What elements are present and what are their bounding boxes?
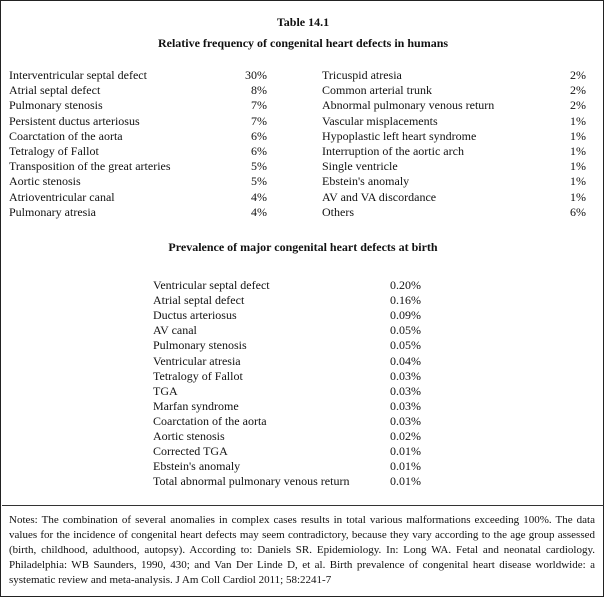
frequency-row-left-value: 6%: [251, 129, 267, 143]
prevalence-row-value: 0.03%: [390, 369, 421, 383]
frequency-row-left-name: Transposition of the great arteries: [9, 159, 171, 173]
frequency-row-left-name: Coarctation of the aorta: [9, 129, 123, 143]
frequency-row-right-name: Interruption of the aortic arch: [322, 144, 464, 158]
prevalence-row-value: 0.20%: [390, 278, 421, 292]
frequency-row-right-value: 1%: [570, 190, 586, 204]
prevalence-row-value: 0.09%: [390, 308, 421, 322]
prevalence-row-value: 0.01%: [390, 459, 421, 473]
prevalence-row-value: 0.02%: [390, 429, 421, 443]
frequency-row-right-value: 2%: [570, 68, 586, 82]
frequency-row-right-name: Single ventricle: [322, 159, 398, 173]
prevalence-row-value: 0.03%: [390, 399, 421, 413]
prevalence-row-value: 0.01%: [390, 474, 421, 488]
frequency-row-left-value: 7%: [251, 98, 267, 112]
frequency-row-right-value: 1%: [570, 159, 586, 173]
frequency-row-right-value: 1%: [570, 144, 586, 158]
frequency-row-left-value: 5%: [251, 174, 267, 188]
frequency-row-left-value: 4%: [251, 205, 267, 219]
table-number: Table 14.1: [276, 15, 330, 29]
prevalence-row-value: 0.05%: [390, 338, 421, 352]
table-title: Relative frequency of congenital heart defects in humans: [157, 36, 449, 50]
frequency-row-left-name: Tetralogy of Fallot: [9, 144, 99, 158]
frequency-row-left-name: Persistent ductus arteriosus: [9, 114, 140, 128]
frequency-row-right-value: 2%: [570, 83, 586, 97]
prevalence-row-name: Total abnormal pulmonary venous return: [153, 474, 350, 488]
frequency-row-right-name: Hypoplastic left heart syndrome: [322, 129, 477, 143]
prevalence-row-value: 0.03%: [390, 384, 421, 398]
prevalence-row-name: TGA: [153, 384, 178, 398]
frequency-row-left-name: Aortic stenosis: [9, 174, 81, 188]
prevalence-row-name: Coarctation of the aorta: [153, 414, 267, 428]
frequency-row-left-value: 8%: [251, 83, 267, 97]
frequency-row-right-name: AV and VA discordance: [322, 190, 437, 204]
notes-text: Notes: The combination of several anomalies in complex cases results in total various malformations exceeding 100%. The data values for the incidence of congenital heart defects may seem contradictory, because they vary according to the age group assessed (birth, childhood, adulthood, autopsy). According to: Daniels SR. Epidemiology. In: Long WA. Fetal and neonatal cardiology. Philadelphia: WB Saunders, 1990, 430; and Van Der Linde D, et al. Birth prevalence of congenital heart disease worldwide: a systematic review and meta-analysis. J Am Coll Cardiol 2011; 58:2241-7: [9, 514, 595, 586]
prevalence-row-name: Aortic stenosis: [153, 429, 225, 443]
prevalence-row-name: AV canal: [153, 323, 197, 337]
prevalence-row-name: Tetralogy of Fallot: [153, 369, 243, 383]
prevalence-row-name: Marfan syndrome: [153, 399, 239, 413]
frequency-row-left-name: Atrioventricular canal: [9, 190, 115, 204]
frequency-row-right-name: Tricuspid atresia: [322, 68, 402, 82]
frequency-row-left-name: Atrial septal defect: [9, 83, 101, 97]
prevalence-row-name: Ebstein's anomaly: [153, 459, 241, 473]
prevalence-row-name: Ventricular septal defect: [153, 278, 270, 292]
frequency-row-right-value: 2%: [570, 98, 586, 112]
frequency-row-right-name: Common arterial trunk: [322, 83, 432, 97]
prevalence-row-value: 0.04%: [390, 354, 421, 368]
frequency-row-right-value: 1%: [570, 129, 586, 143]
prevalence-row-value: 0.16%: [390, 293, 421, 307]
frequency-row-right-name: Others: [322, 205, 354, 219]
frequency-row-left-value: 4%: [251, 190, 267, 204]
frequency-row-right-name: Ebstein's anomaly: [322, 174, 410, 188]
prevalence-row-name: Pulmonary stenosis: [153, 338, 247, 352]
prevalence-title: Prevalence of major congenital heart defects at birth: [168, 240, 438, 254]
frequency-row-left-value: 5%: [251, 159, 267, 173]
frequency-row-left-name: Pulmonary stenosis: [9, 98, 103, 112]
frequency-row-left-value: 6%: [251, 144, 267, 158]
prevalence-row-name: Ductus arteriosus: [153, 308, 237, 322]
prevalence-row-name: Atrial septal defect: [153, 293, 245, 307]
frequency-row-right-name: Abnormal pulmonary venous return: [322, 98, 495, 112]
frequency-row-right-value: 1%: [570, 114, 586, 128]
prevalence-row-name: Corrected TGA: [153, 444, 228, 458]
frequency-row-left-value: 30%: [245, 68, 267, 82]
frequency-row-left-name: Interventricular septal defect: [9, 68, 147, 82]
frequency-row-left-name: Pulmonary atresia: [9, 205, 96, 219]
prevalence-row-name: Ventricular atresia: [153, 354, 241, 368]
prevalence-row-value: 0.05%: [390, 323, 421, 337]
notes-divider: [2, 505, 604, 506]
frequency-row-right-name: Vascular misplacements: [322, 114, 438, 128]
frequency-row-right-value: 6%: [570, 205, 586, 219]
frequency-row-left-value: 7%: [251, 114, 267, 128]
frequency-row-right-value: 1%: [570, 174, 586, 188]
prevalence-row-value: 0.01%: [390, 444, 421, 458]
prevalence-row-value: 0.03%: [390, 414, 421, 428]
